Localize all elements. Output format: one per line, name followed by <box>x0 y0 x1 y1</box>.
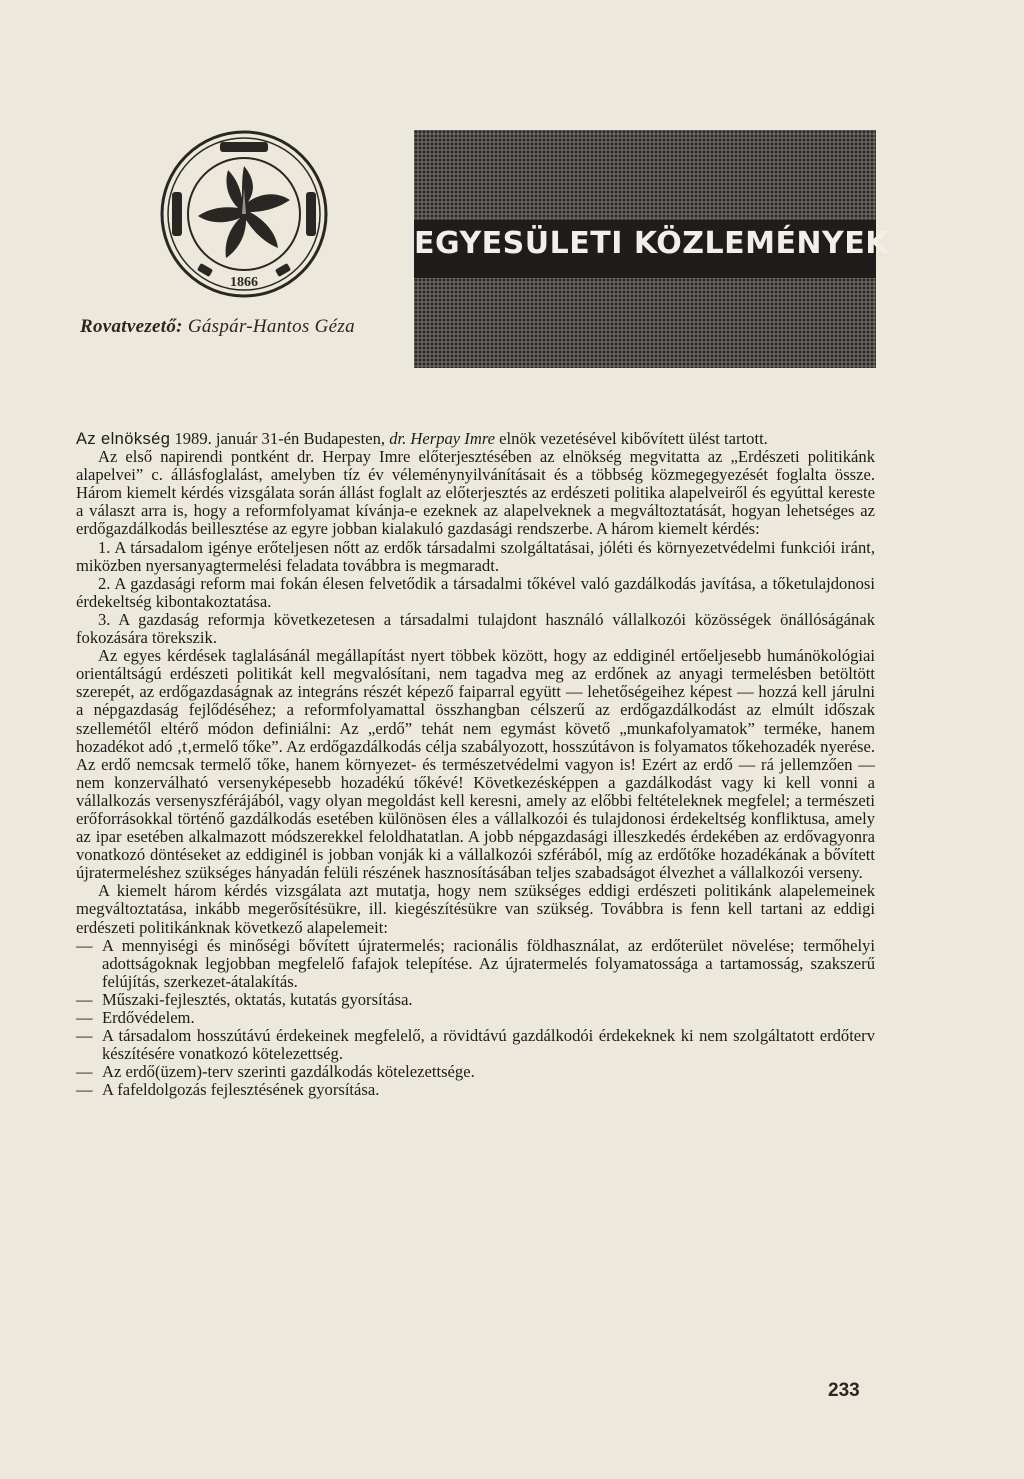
dash-text: Műszaki-fejlesztés, oktatás, kutatás gyorsítása. <box>102 989 413 1009</box>
seal-year: 1866 <box>230 275 258 290</box>
dash-item-6 <box>76 1081 875 1099</box>
dash-mark: — <box>76 1080 93 1100</box>
dash-mark: — <box>76 989 93 1009</box>
section-banner <box>414 130 890 368</box>
dash-mark: — <box>76 1026 93 1046</box>
article-body <box>76 430 875 1099</box>
page-number: 233 <box>828 1380 860 1401</box>
paragraph-1: Az első napirendi pontként dr. Herpay Imre előterjesztésében az elnökség megvitatta az „Erdészeti politikánk alapelvei” c. állásfoglalást, amelyben tíz év véleménynyilvánításait és a többség közmegegyezését foglalta össze. Három kiemelt kérdés vizsgálata során állást foglalt az előterjesztés az erdészeti politika alapelveiről és egyúttal kereste a választ arra is, hogy a reformfolyamat kívánja-e ezeknek az alapelveknek a megváltoztatását, hogyan lehetséges az erdőgazdálkodás beillesztése az egyre jobban kialakuló gazdasági rendszerbe. A három kiemelt kérdés: <box>76 447 875 539</box>
paragraph-2: Az egyes kérdések taglalásánál megállapítást nyert többek között, hogy az eddiginél ertőeljesebb humánökológiai orientáltságú erdészeti politikát kell megvalósítani, nem tagadva meg az erdőnek az anyagi termelésben betöltött szerepét, az erdőgazdaságnak az integráns részét képező faiparral együtt — lehetőségeihez képest — hozzá kell járulni a népgazdaság fejlődéséhez; a reformfolyamattal összhangban célszerű az erdőgazdálkodást az elmúlt időszak szellemétől eltérő módon definiálni: Az „erdő” tehát nem egymást követő „munkafolyamatok” terméke, hanem hozadékot adó ‚t‚ermelő tőke”. Az erdőgazdálkodás célja szabályozott, hosszútávon is folyamatos tőkehozadék nyerése. Az erdő nemcsak termelő tőke, hanem környezet- és természetvédelmi vagyon is! Ezért az erdő — rá jellemzően — nem konzerválható versenyképesebb hozadékú tőkévé! Következésképpen a gazdálkodást vagy ki kell vonni a vállalkozás versenyszférájából, vagy olyan megoldást kell keresni, amely az előbbi feltételeknek megfelel; a természeti erőforrásokkal történő gazdálkodás esetében különösen éles a vállalkozói és tulajdonosi érdekeltség konfliktusa, amely az ipar esetében alkalmazott módszerekkel feloldhatatlan. A jobb népgazdasági illeszkedés érdekében az erdővagyonra vonatkozó döntéseket az eddiginél is jobban vonják ki a vállalkozói szférából, míg az erdőtőke hozadékának a bővített újratermeléshez szükséges hányadán felüli részének hasznosításában teljes szabadságot élvezhet a vállalkozói verseny. <box>76 646 875 883</box>
dash-item-3 <box>76 1009 875 1027</box>
intro-text-1: 1989. január 31-én Budapesten, <box>170 429 390 448</box>
intro-paragraph <box>76 430 875 448</box>
list-item-2: 2. A gazdasági reform mai fokán élesen felvetődik a társadalmi tőkével való gazdálkodás javítása, a tőketulajdonosi érdekeltség kibontakoztatása. <box>76 573 875 611</box>
paragraph-3: A kiemelt három kérdés vizsgálata azt mutatja, hogy nem szükséges eddigi erdészeti politikánk alapelemeinek megváltoztatása, inkább megerősítésükre, ill. kiegészítésükre van szükség. Továbbra is fenn kell tartani az eddigi erdészeti politikánknak következő alapelemeit: <box>76 881 875 937</box>
dash-mark: — <box>76 1008 93 1027</box>
intro-name: dr. Herpay Imre <box>389 429 496 448</box>
oak-leaf-seal-icon <box>158 128 330 300</box>
dash-item-2 <box>76 991 875 1009</box>
intro-label: Az elnökség <box>76 430 171 448</box>
dash-text: A mennyiségi és minőségi bővített újratermelés; racionális földhasználat, az erdőterület növelése; termőhelyi adottságoknak legjobban megfelelő fafajok telepítése. Az újratermelés folyamatossága a tartamosság, szakszerű felújítás, szerkezet-átalakítás. <box>102 935 875 991</box>
editor-name: Gáspár-Hantos Géza <box>187 316 355 337</box>
section-title: EGYESÜLETI KÖZLEMÉNYEK <box>414 226 890 261</box>
society-seal-logo <box>158 128 330 300</box>
dash-text: Az erdő(üzem)-terv szerinti gazdálkodás kötelezettsége. <box>102 1062 475 1082</box>
intro-text-2: elnök vezetésével kibővített ülést tartott. <box>495 429 768 448</box>
dash-item-4 <box>76 1027 875 1063</box>
list-item-3: 3. A gazdaság reformja következetesen a társadalmi tulajdont használó vállalkozói közösségek önállóságának fokozására törekszik. <box>76 609 875 648</box>
dash-item-5 <box>76 1063 875 1081</box>
list-item-1: 1. A társadalom igénye erőteljesen nőtt az erdők társadalmi szolgáltatásai, jóléti és környezetvédelmi funkciói iránt, miközben nyersanyagtermelési feladata továbbra is megmaradt. <box>76 537 875 575</box>
dash-text: A fafeldolgozás fejlesztésének gyorsítása. <box>102 1080 380 1100</box>
dash-mark: — <box>76 1062 93 1082</box>
dash-mark: — <box>76 935 93 955</box>
dash-text: A társadalom hosszútávú érdekeinek megfelelő, a rövidtávú gazdálkodói érdekeknek ki nem szolgáltatott erdőterv készítésére vonatkozó kötelezettség. <box>102 1026 875 1064</box>
dash-item-1 <box>76 937 875 991</box>
column-editor <box>80 316 355 338</box>
editor-label: Rovatvezető: <box>80 316 183 337</box>
dash-text: Erdővédelem. <box>102 1008 195 1027</box>
